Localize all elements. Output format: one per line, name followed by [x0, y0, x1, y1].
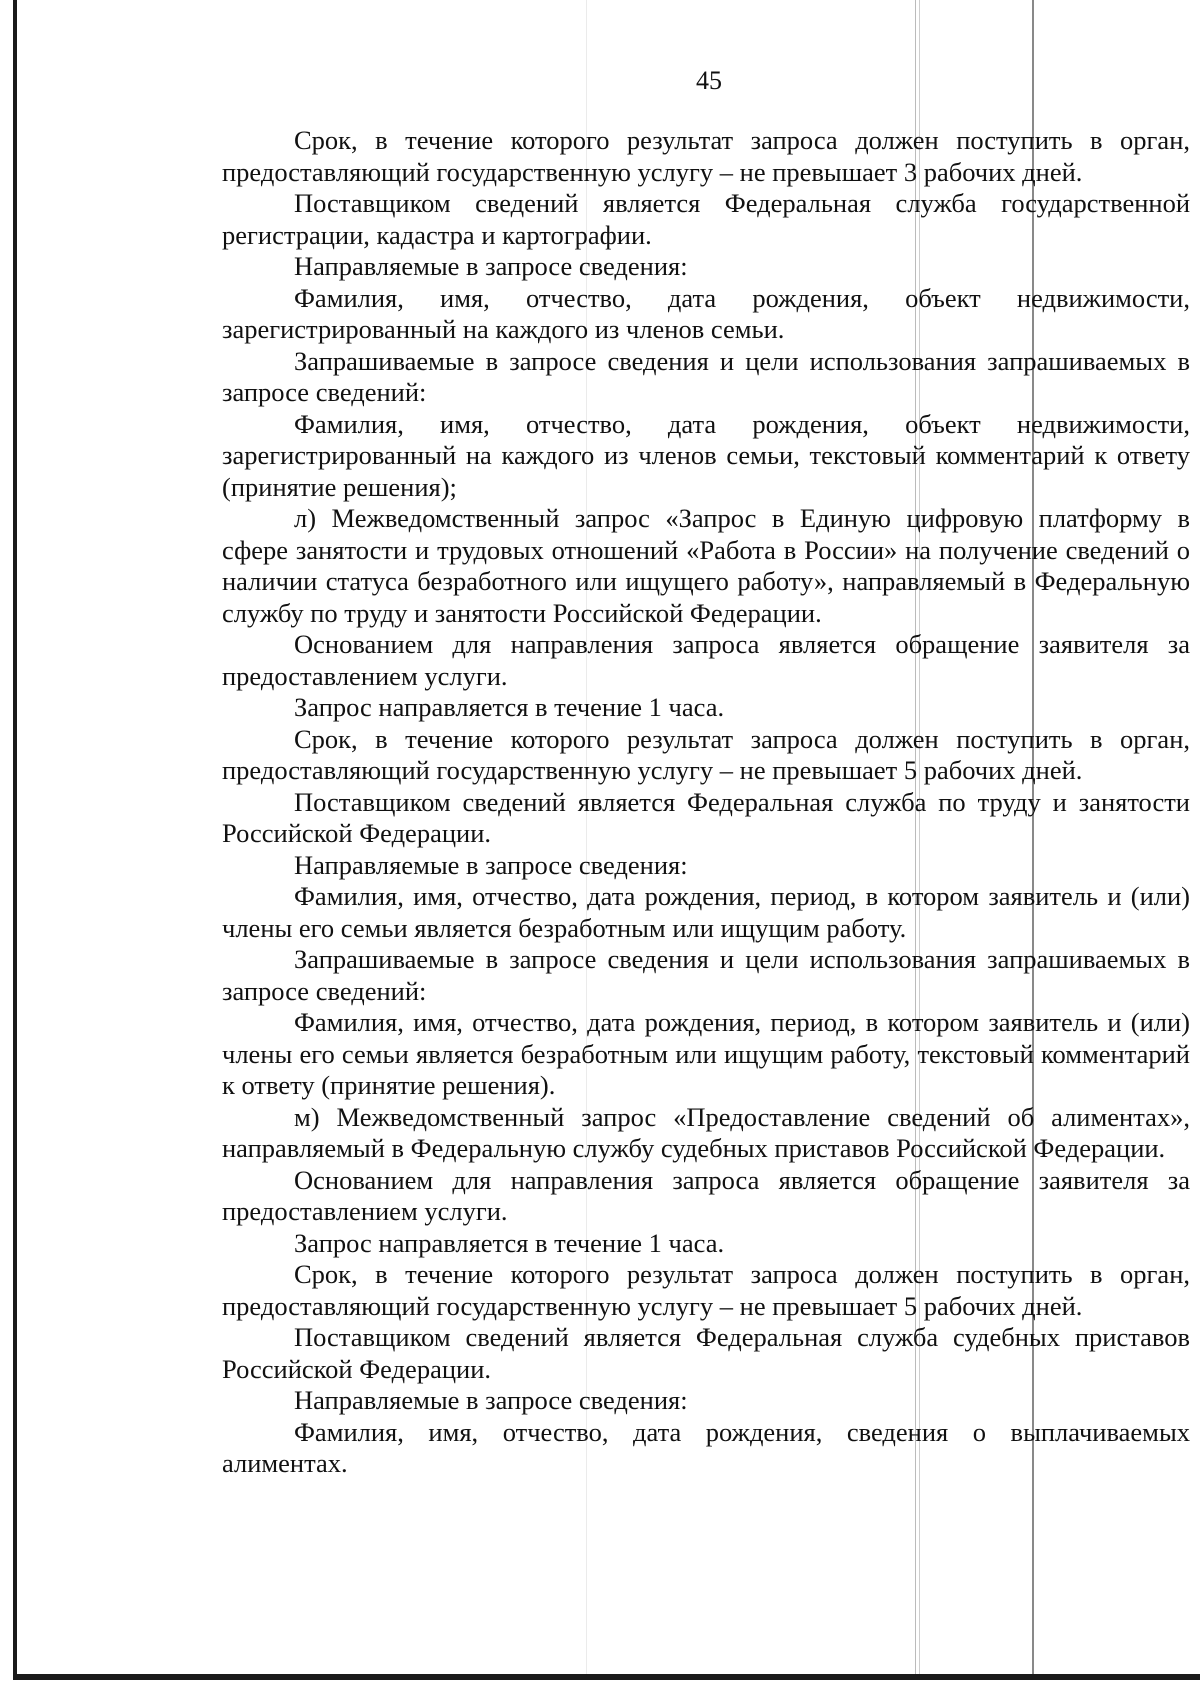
paragraph: Срок, в течение которого результат запроса должен поступить в орган, предоставляющий государственную услугу – не превышает 5 рабочих дней. [222, 1259, 1190, 1321]
paragraph: Основанием для направления запроса является обращение заявителя за предоставлением услуги. [222, 1164, 1190, 1226]
paragraph: Фамилия, имя, отчество, дата рождения, объект недвижимости, зарегистрированный на каждого из членов семьи, текстовый комментарий к ответу (принятие решения); [222, 408, 1190, 502]
document-body [222, 125, 1190, 1480]
paragraph: Направляемые в запросе сведения: [294, 251, 688, 281]
paragraph: Запрашиваемые в запросе сведения и цели использования запрашиваемых в запросе сведений: [222, 944, 1190, 1006]
paragraph: Поставщиком сведений является Федеральная служба судебных приставов Российской Федерации. [222, 1322, 1190, 1384]
scan-edge-left [13, 0, 17, 1680]
paragraph: Фамилия, имя, отчество, дата рождения, период, в котором заявитель и (или) члены его семьи является безработным или ищущим работу. [222, 881, 1190, 943]
paragraph: Запрос направляется в течение 1 часа. [294, 1227, 725, 1258]
paragraph: Запрос направляется в течение 1 часа. [294, 692, 725, 722]
paragraph: Фамилия, имя, отчество, дата рождения, период, в котором заявитель и (или) члены его семьи является безработным или ищущим работу, текстовый комментарий к ответу (принятие решения). [222, 1007, 1190, 1100]
paragraph: Срок, в течение которого результат запроса должен поступить в орган, предоставляющий государственную услугу – не превышает 3 рабочих дней. [222, 125, 1190, 187]
paragraph: Запрашиваемые в запросе сведения и цели использования запрашиваемых в запросе сведений: [222, 345, 1190, 407]
paragraph: Направляемые в запросе сведения: [294, 849, 688, 880]
paragraph: Поставщиком сведений является Федеральная служба государственной регистрации, кадастра и картографии. [222, 188, 1190, 250]
paragraph: Фамилия, имя, отчество, дата рождения, объект недвижимости, зарегистрированный на каждого из членов семьи. [222, 282, 1190, 344]
scan-edge-bottom [13, 1674, 1200, 1680]
paragraph: Основанием для направления запроса является обращение заявителя за предоставлением услуги. [222, 629, 1190, 691]
paragraph: Поставщиком сведений является Федеральная служба по труду и занятости Российской Федерации. [222, 786, 1190, 848]
paragraph: Срок, в течение которого результат запроса должен поступить в орган, предоставляющий государственную услугу – не превышает 5 рабочих дней. [222, 723, 1190, 785]
paragraph: л) Межведомственный запрос «Запрос в Единую цифровую платформу в сфере занятости и трудовых отношений «Работа в России» на получение сведений о наличии статуса безработного или ищущего работу», направляемый в Федеральную службу по труду и занятости Российской Федерации. [222, 503, 1190, 628]
paragraph: Направляемые в запросе сведения: [294, 1385, 688, 1415]
paragraph: м) Межведомственный запрос «Предоставление сведений об алиментах», направляемый в Федеральную службу судебных приставов Российской Федерации. [222, 1101, 1190, 1163]
paragraph: Фамилия, имя, отчество, дата рождения, сведения о выплачиваемых алиментах. [222, 1416, 1190, 1478]
page-number: 45 [696, 66, 722, 95]
